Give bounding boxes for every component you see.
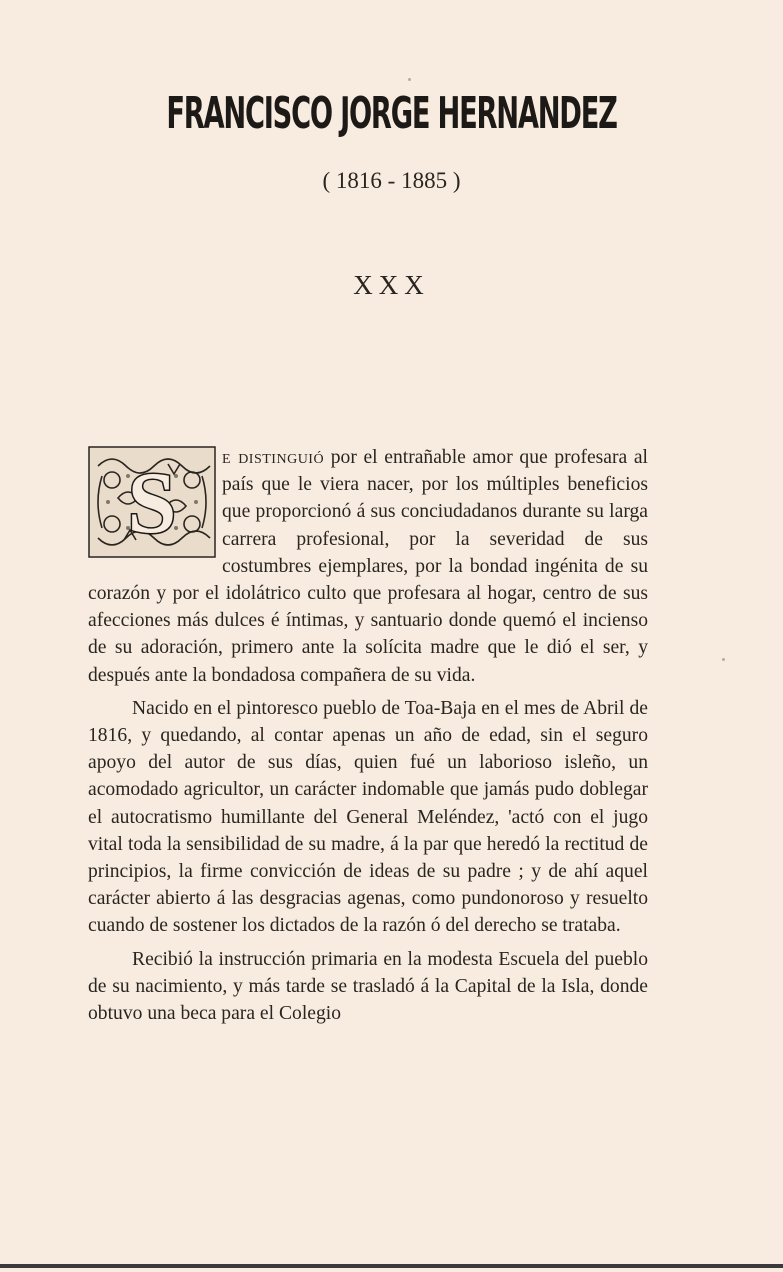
paragraph-3: Recibió la instrucción primaria en la modesta Escuela del pueblo de su nacimiento, y más tarde se trasladó á la Capital de la Isla, donde obtuvo una beca para el Colegio bbox=[88, 948, 648, 1025]
life-dates: ( 1816 - 1885 ) bbox=[322, 168, 461, 193]
body-text bbox=[88, 444, 648, 1027]
speck bbox=[408, 78, 411, 81]
dropcap-letter: S bbox=[127, 455, 177, 552]
ornamental-initial-s-icon bbox=[88, 446, 216, 558]
paragraph-text: por el entrañable amor que profesara al país que le viera nacer, por los múltiples beneficios que proporcionó á sus conciudadanos durante su larga carrera profesional, por la severidad de sus costumbres ejemplares, por la bondad ingénita de su corazón y por el idolátrico culto que profesara al hogar, centro de sus afecciones más dulces é íntimas, y santuario donde quemó el incienso de su adoración, primero ante la solícita madre que le dió el ser, y después ante la bondadosa compañera de su vida. bbox=[88, 447, 648, 686]
page-bottom-edge bbox=[0, 1264, 783, 1268]
speck bbox=[722, 658, 725, 661]
paragraph-2: Nacido en el pintoresco pueblo de Toa-Baja en el mes de Abril de 1816, y quedando, al contar apenas un año de edad, sin el seguro apoyo del autor de sus días, quien fué un laborioso isleño, un acomodado agricultor, un carácter indomable que jamás pudo doblegar el autocratismo humillante del General Meléndez, 'actó con el jugo vital toda la sensibilidad de su madre, á la par que heredó la rectitud de principios, la firme convicción de ideas de su padre ; y de ahí aquel carácter abierto á las desgracias agenas, como pundonoroso y resuelto cuando de sostener los dictados de la razón ó del derecho se trataba. bbox=[88, 697, 648, 937]
chapter-number: XXX bbox=[353, 270, 430, 300]
page-title: FRANCISCO JORGE HERNANDEZ bbox=[166, 88, 617, 139]
paragraph-lead: e distinguió bbox=[222, 447, 325, 468]
